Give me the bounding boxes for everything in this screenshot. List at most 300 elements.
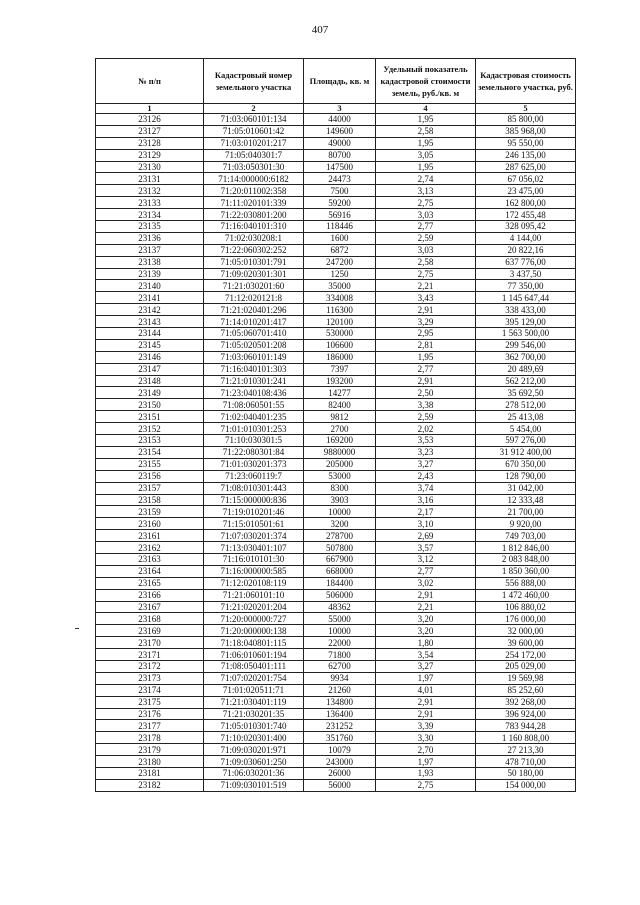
cell-area: 134800 xyxy=(304,696,376,708)
cell-area: 6872 xyxy=(304,244,376,256)
cell-row-number: 23138 xyxy=(96,256,204,268)
cell-cadastral-value: 205 029,00 xyxy=(476,660,576,672)
cell-specific-value: 1,80 xyxy=(376,637,476,649)
cell-row-number: 23127 xyxy=(96,125,204,137)
cell-area: 56916 xyxy=(304,209,376,221)
table-row xyxy=(96,744,576,756)
cell-row-number: 23143 xyxy=(96,316,204,328)
cell-row-number: 23157 xyxy=(96,482,204,494)
table-row xyxy=(96,601,576,613)
cell-cadastral-value: 2 083 848,00 xyxy=(476,553,576,565)
cell-row-number: 23165 xyxy=(96,577,204,589)
cell-cadastral-number: 71:05:040301:7 xyxy=(204,149,304,161)
cell-specific-value: 1,95 xyxy=(376,137,476,149)
cell-cadastral-value: 1 812 846,00 xyxy=(476,542,576,554)
table-row xyxy=(96,197,576,209)
cell-specific-value: 2,91 xyxy=(376,708,476,720)
cell-area: 136400 xyxy=(304,708,376,720)
cell-area: 1250 xyxy=(304,268,376,280)
cell-cadastral-number: 71:03:010201:217 xyxy=(204,137,304,149)
header-cadastral-number: Кадастровый номер земельного участка xyxy=(204,59,304,104)
table-row xyxy=(96,244,576,256)
cell-row-number: 23167 xyxy=(96,601,204,613)
cell-specific-value: 2,21 xyxy=(376,280,476,292)
header-row-number: № п/п xyxy=(96,59,204,104)
cell-area: 118446 xyxy=(304,221,376,233)
cell-area: 10079 xyxy=(304,744,376,756)
table-header-row xyxy=(96,59,576,104)
table-row xyxy=(96,411,576,423)
cell-specific-value: 3,53 xyxy=(376,435,476,447)
cell-area: 247200 xyxy=(304,256,376,268)
cell-cadastral-value: 299 546,00 xyxy=(476,339,576,351)
cell-cadastral-value: 31 912 400,00 xyxy=(476,446,576,458)
cell-specific-value: 2,69 xyxy=(376,530,476,542)
cell-row-number: 23136 xyxy=(96,232,204,244)
cell-cadastral-value: 162 800,00 xyxy=(476,197,576,209)
table-row xyxy=(96,589,576,601)
cell-area: 106600 xyxy=(304,339,376,351)
cell-cadastral-value: 12 333,48 xyxy=(476,494,576,506)
cell-row-number: 23140 xyxy=(96,280,204,292)
cell-area: 9812 xyxy=(304,411,376,423)
cell-specific-value: 2,77 xyxy=(376,221,476,233)
cell-row-number: 23178 xyxy=(96,732,204,744)
table-row xyxy=(96,482,576,494)
cell-cadastral-number: 71:09:030201:971 xyxy=(204,744,304,756)
table-row xyxy=(96,613,576,625)
cell-specific-value: 2,59 xyxy=(376,411,476,423)
table-row xyxy=(96,779,576,791)
cell-area: 530000 xyxy=(304,328,376,340)
cell-area: 35000 xyxy=(304,280,376,292)
cell-row-number: 23172 xyxy=(96,660,204,672)
table-row xyxy=(96,720,576,732)
cell-row-number: 23179 xyxy=(96,744,204,756)
cell-specific-value: 2,77 xyxy=(376,565,476,577)
table-row xyxy=(96,684,576,696)
table-row xyxy=(96,114,576,126)
cell-cadastral-number: 71:20:000000:727 xyxy=(204,613,304,625)
cell-specific-value: 3,38 xyxy=(376,399,476,411)
cell-specific-value: 2,21 xyxy=(376,601,476,613)
cell-specific-value: 2,95 xyxy=(376,328,476,340)
cell-cadastral-number: 71:15:000000:836 xyxy=(204,494,304,506)
cell-cadastral-value: 31 042,00 xyxy=(476,482,576,494)
cell-row-number: 23126 xyxy=(96,114,204,126)
cell-area: 667900 xyxy=(304,553,376,565)
cell-cadastral-number: 71:13:030401:107 xyxy=(204,542,304,554)
cell-row-number: 23135 xyxy=(96,221,204,233)
cell-area: 149600 xyxy=(304,125,376,137)
cell-cadastral-number: 71:05:010301:740 xyxy=(204,720,304,732)
cell-cadastral-value: 128 790,00 xyxy=(476,470,576,482)
cell-specific-value: 1,95 xyxy=(376,114,476,126)
table-row xyxy=(96,494,576,506)
cell-cadastral-number: 71:03:060101:149 xyxy=(204,351,304,363)
cell-row-number: 23148 xyxy=(96,375,204,387)
cell-area: 193200 xyxy=(304,375,376,387)
cell-cadastral-number: 71:23:040108:436 xyxy=(204,387,304,399)
cell-cadastral-number: 71:15:010501:61 xyxy=(204,518,304,530)
cell-cadastral-number: 71:07:030201:374 xyxy=(204,530,304,542)
cell-area: 10000 xyxy=(304,625,376,637)
table-row xyxy=(96,316,576,328)
cell-cadastral-value: 338 433,00 xyxy=(476,304,576,316)
cell-row-number: 23153 xyxy=(96,435,204,447)
cell-specific-value: 3,54 xyxy=(376,649,476,661)
column-number: 1 xyxy=(96,104,204,114)
cell-cadastral-number: 71:10:030301:5 xyxy=(204,435,304,447)
cell-row-number: 23166 xyxy=(96,589,204,601)
table-row xyxy=(96,708,576,720)
cell-area: 169200 xyxy=(304,435,376,447)
cell-cadastral-value: 246 135,00 xyxy=(476,149,576,161)
cell-specific-value: 2,17 xyxy=(376,506,476,518)
table-row xyxy=(96,530,576,542)
cell-specific-value: 3,57 xyxy=(376,542,476,554)
cell-row-number: 23164 xyxy=(96,565,204,577)
cell-area: 59200 xyxy=(304,197,376,209)
cell-specific-value: 2,75 xyxy=(376,197,476,209)
cell-row-number: 23137 xyxy=(96,244,204,256)
cell-cadastral-value: 25 413,08 xyxy=(476,411,576,423)
table-row xyxy=(96,470,576,482)
table-row xyxy=(96,732,576,744)
cell-area: 82400 xyxy=(304,399,376,411)
cell-area: 14277 xyxy=(304,387,376,399)
cell-cadastral-number: 71:16:040101:310 xyxy=(204,221,304,233)
table-row xyxy=(96,553,576,565)
cell-cadastral-value: 19 569,98 xyxy=(476,672,576,684)
cell-cadastral-number: 71:21:030201:60 xyxy=(204,280,304,292)
cell-row-number: 23182 xyxy=(96,779,204,791)
cell-specific-value: 2,91 xyxy=(376,304,476,316)
table-row xyxy=(96,660,576,672)
cell-cadastral-number: 71:01:030201:373 xyxy=(204,458,304,470)
cell-cadastral-number: 71:21:020401:296 xyxy=(204,304,304,316)
cell-cadastral-number: 71:22:060302:252 xyxy=(204,244,304,256)
cell-cadastral-value: 278 512,00 xyxy=(476,399,576,411)
cell-row-number: 23159 xyxy=(96,506,204,518)
table-row xyxy=(96,185,576,197)
cell-cadastral-number: 71:18:040801:115 xyxy=(204,637,304,649)
cell-cadastral-value: 106 880,02 xyxy=(476,601,576,613)
cell-specific-value: 3,27 xyxy=(376,458,476,470)
stray-mark xyxy=(75,628,79,629)
cell-area: 80700 xyxy=(304,149,376,161)
cell-cadastral-number: 71:08:050401:111 xyxy=(204,660,304,672)
cell-row-number: 23141 xyxy=(96,292,204,304)
cell-area: 3903 xyxy=(304,494,376,506)
column-number: 2 xyxy=(204,104,304,114)
cell-row-number: 23174 xyxy=(96,684,204,696)
cell-cadastral-number: 71:12:020108:119 xyxy=(204,577,304,589)
cell-area: 120100 xyxy=(304,316,376,328)
cell-cadastral-number: 71:07:020201:754 xyxy=(204,672,304,684)
cell-row-number: 23155 xyxy=(96,458,204,470)
cell-specific-value: 2,58 xyxy=(376,256,476,268)
cell-row-number: 23171 xyxy=(96,649,204,661)
table-row xyxy=(96,423,576,435)
header-cadastral-value: Кадастровая стоимость земельного участка, руб. xyxy=(476,59,576,104)
cell-row-number: 23180 xyxy=(96,756,204,768)
header-area: Площадь, кв. м xyxy=(304,59,376,104)
table-body xyxy=(96,114,576,792)
table-row xyxy=(96,696,576,708)
cell-area: 24473 xyxy=(304,173,376,185)
cell-cadastral-value: 95 550,00 xyxy=(476,137,576,149)
table-row xyxy=(96,672,576,684)
cell-area: 116300 xyxy=(304,304,376,316)
cadastral-value-table xyxy=(95,58,576,792)
cell-specific-value: 3,12 xyxy=(376,553,476,565)
cell-area: 507800 xyxy=(304,542,376,554)
table-row xyxy=(96,435,576,447)
cell-specific-value: 2,58 xyxy=(376,125,476,137)
cell-area: 22000 xyxy=(304,637,376,649)
cell-cadastral-number: 71:16:010101:30 xyxy=(204,553,304,565)
cell-cadastral-number: 71:14:010201:417 xyxy=(204,316,304,328)
cell-area: 147500 xyxy=(304,161,376,173)
cell-row-number: 23145 xyxy=(96,339,204,351)
cell-specific-value: 2,70 xyxy=(376,744,476,756)
cell-cadastral-value: 50 180,00 xyxy=(476,767,576,779)
cell-cadastral-value: 392 268,00 xyxy=(476,696,576,708)
column-number: 5 xyxy=(476,104,576,114)
cell-area: 7500 xyxy=(304,185,376,197)
cell-cadastral-number: 71:01:010301:253 xyxy=(204,423,304,435)
cell-cadastral-value: 749 703,00 xyxy=(476,530,576,542)
cell-row-number: 23158 xyxy=(96,494,204,506)
table-row xyxy=(96,268,576,280)
cell-specific-value: 3,13 xyxy=(376,185,476,197)
cell-specific-value: 3,29 xyxy=(376,316,476,328)
cell-area: 3200 xyxy=(304,518,376,530)
cell-area: 231252 xyxy=(304,720,376,732)
table-row xyxy=(96,256,576,268)
cell-area: 55000 xyxy=(304,613,376,625)
cell-cadastral-number: 71:21:030401:119 xyxy=(204,696,304,708)
cell-row-number: 23133 xyxy=(96,197,204,209)
cell-row-number: 23168 xyxy=(96,613,204,625)
cell-cadastral-number: 71:03:060101:134 xyxy=(204,114,304,126)
cell-row-number: 23154 xyxy=(96,446,204,458)
cell-area: 62700 xyxy=(304,660,376,672)
table-row xyxy=(96,232,576,244)
table-row xyxy=(96,506,576,518)
cell-specific-value: 2,77 xyxy=(376,363,476,375)
cell-row-number: 23147 xyxy=(96,363,204,375)
table-row xyxy=(96,458,576,470)
cell-area: 278700 xyxy=(304,530,376,542)
cell-specific-value: 3,20 xyxy=(376,613,476,625)
cell-cadastral-value: 1 145 647,44 xyxy=(476,292,576,304)
cell-area: 10000 xyxy=(304,506,376,518)
table-row xyxy=(96,399,576,411)
cell-cadastral-value: 176 000,00 xyxy=(476,613,576,625)
table-row xyxy=(96,637,576,649)
table-row xyxy=(96,577,576,589)
cell-specific-value: 3,20 xyxy=(376,625,476,637)
cell-cadastral-number: 71:10:020301:400 xyxy=(204,732,304,744)
cell-cadastral-number: 71:09:030101:519 xyxy=(204,779,304,791)
table-row xyxy=(96,518,576,530)
cell-cadastral-number: 71:02:040401:235 xyxy=(204,411,304,423)
table-row xyxy=(96,756,576,768)
cell-cadastral-number: 71:22:080301:84 xyxy=(204,446,304,458)
cell-cadastral-value: 35 692,50 xyxy=(476,387,576,399)
cell-cadastral-value: 328 095,42 xyxy=(476,221,576,233)
cell-specific-value: 3,10 xyxy=(376,518,476,530)
cell-specific-value: 1,97 xyxy=(376,756,476,768)
cell-specific-value: 1,93 xyxy=(376,767,476,779)
cell-cadastral-value: 670 350,00 xyxy=(476,458,576,470)
cell-specific-value: 2,02 xyxy=(376,423,476,435)
cell-specific-value: 3,03 xyxy=(376,209,476,221)
cell-specific-value: 2,91 xyxy=(376,375,476,387)
cell-row-number: 23134 xyxy=(96,209,204,221)
cell-row-number: 23175 xyxy=(96,696,204,708)
cell-area: 668000 xyxy=(304,565,376,577)
table-row xyxy=(96,161,576,173)
cell-row-number: 23170 xyxy=(96,637,204,649)
cell-specific-value: 3,27 xyxy=(376,660,476,672)
cell-area: 506000 xyxy=(304,589,376,601)
cell-row-number: 23150 xyxy=(96,399,204,411)
cell-area: 9880000 xyxy=(304,446,376,458)
cell-row-number: 23139 xyxy=(96,268,204,280)
cell-cadastral-value: 39 600,00 xyxy=(476,637,576,649)
cell-area: 7397 xyxy=(304,363,376,375)
cell-row-number: 23176 xyxy=(96,708,204,720)
cell-cadastral-value: 154 000,00 xyxy=(476,779,576,791)
cell-row-number: 23144 xyxy=(96,328,204,340)
cell-cadastral-number: 71:16:000000:585 xyxy=(204,565,304,577)
table-row xyxy=(96,542,576,554)
cell-area: 9934 xyxy=(304,672,376,684)
cell-cadastral-number: 71:20:011002:358 xyxy=(204,185,304,197)
cell-row-number: 23132 xyxy=(96,185,204,197)
cell-row-number: 23151 xyxy=(96,411,204,423)
cell-cadastral-number: 71:20:000000:138 xyxy=(204,625,304,637)
cell-specific-value: 3,23 xyxy=(376,446,476,458)
cell-area: 26000 xyxy=(304,767,376,779)
cell-cadastral-number: 71:21:020201:204 xyxy=(204,601,304,613)
cell-row-number: 23142 xyxy=(96,304,204,316)
table-row xyxy=(96,565,576,577)
cell-cadastral-value: 1 850 360,00 xyxy=(476,565,576,577)
cell-area: 8300 xyxy=(304,482,376,494)
cell-area: 205000 xyxy=(304,458,376,470)
cell-cadastral-number: 71:03:050301:30 xyxy=(204,161,304,173)
cell-cadastral-value: 27 213,30 xyxy=(476,744,576,756)
cell-row-number: 23169 xyxy=(96,625,204,637)
cell-cadastral-number: 71:06:030201:36 xyxy=(204,767,304,779)
cell-area: 56000 xyxy=(304,779,376,791)
cell-cadastral-value: 32 000,00 xyxy=(476,625,576,637)
cell-row-number: 23128 xyxy=(96,137,204,149)
cell-specific-value: 3,02 xyxy=(376,577,476,589)
cell-cadastral-value: 1 472 460,00 xyxy=(476,589,576,601)
cell-row-number: 23130 xyxy=(96,161,204,173)
cell-cadastral-value: 385 968,00 xyxy=(476,125,576,137)
page-number: 407 xyxy=(311,24,329,36)
cell-specific-value: 3,03 xyxy=(376,244,476,256)
cell-specific-value: 4,01 xyxy=(376,684,476,696)
table-row xyxy=(96,446,576,458)
cell-row-number: 23131 xyxy=(96,173,204,185)
cell-cadastral-value: 395 129,00 xyxy=(476,316,576,328)
table-row xyxy=(96,363,576,375)
column-number-row xyxy=(96,104,576,114)
cell-area: 1600 xyxy=(304,232,376,244)
table-row xyxy=(96,339,576,351)
cell-specific-value: 2,75 xyxy=(376,268,476,280)
cell-cadastral-value: 3 437,50 xyxy=(476,268,576,280)
cell-row-number: 23161 xyxy=(96,530,204,542)
cell-cadastral-value: 67 056,02 xyxy=(476,173,576,185)
cell-specific-value: 3,39 xyxy=(376,720,476,732)
cell-specific-value: 1,95 xyxy=(376,351,476,363)
cell-area: 243000 xyxy=(304,756,376,768)
cell-cadastral-number: 71:09:030601:250 xyxy=(204,756,304,768)
cell-cadastral-value: 396 924,00 xyxy=(476,708,576,720)
cell-cadastral-value: 637 776,00 xyxy=(476,256,576,268)
cell-area: 49000 xyxy=(304,137,376,149)
cell-cadastral-number: 71:02:030208:1 xyxy=(204,232,304,244)
cell-row-number: 23177 xyxy=(96,720,204,732)
table-row xyxy=(96,149,576,161)
table-row xyxy=(96,280,576,292)
cell-cadastral-number: 71:21:010301:241 xyxy=(204,375,304,387)
cell-row-number: 23173 xyxy=(96,672,204,684)
cell-row-number: 23152 xyxy=(96,423,204,435)
table-row xyxy=(96,767,576,779)
cell-cadastral-value: 287 625,00 xyxy=(476,161,576,173)
cell-cadastral-value: 562 212,00 xyxy=(476,375,576,387)
cell-cadastral-number: 71:08:060501:55 xyxy=(204,399,304,411)
table-row xyxy=(96,328,576,340)
cell-specific-value: 3,05 xyxy=(376,149,476,161)
cell-specific-value: 2,59 xyxy=(376,232,476,244)
cell-cadastral-number: 71:09:020301:301 xyxy=(204,268,304,280)
cell-row-number: 23146 xyxy=(96,351,204,363)
cell-cadastral-value: 783 944,28 xyxy=(476,720,576,732)
table-row xyxy=(96,375,576,387)
table-row xyxy=(96,387,576,399)
cell-cadastral-value: 556 888,00 xyxy=(476,577,576,589)
cell-specific-value: 2,74 xyxy=(376,173,476,185)
cell-specific-value: 3,30 xyxy=(376,732,476,744)
column-number: 4 xyxy=(376,104,476,114)
cell-cadastral-number: 71:01:020511:71 xyxy=(204,684,304,696)
cell-cadastral-value: 4 144,00 xyxy=(476,232,576,244)
cell-cadastral-number: 71:14:000000:6182 xyxy=(204,173,304,185)
cell-cadastral-value: 1 563 500,00 xyxy=(476,328,576,340)
cell-cadastral-number: 71:08:010301:443 xyxy=(204,482,304,494)
table-row xyxy=(96,625,576,637)
table-row xyxy=(96,173,576,185)
cell-cadastral-value: 362 700,00 xyxy=(476,351,576,363)
cell-cadastral-value: 478 710,00 xyxy=(476,756,576,768)
cell-cadastral-number: 71:05:060701:410 xyxy=(204,328,304,340)
cell-row-number: 23163 xyxy=(96,553,204,565)
cell-cadastral-value: 1 160 808,00 xyxy=(476,732,576,744)
cell-area: 351760 xyxy=(304,732,376,744)
table-row xyxy=(96,221,576,233)
cell-area: 334008 xyxy=(304,292,376,304)
